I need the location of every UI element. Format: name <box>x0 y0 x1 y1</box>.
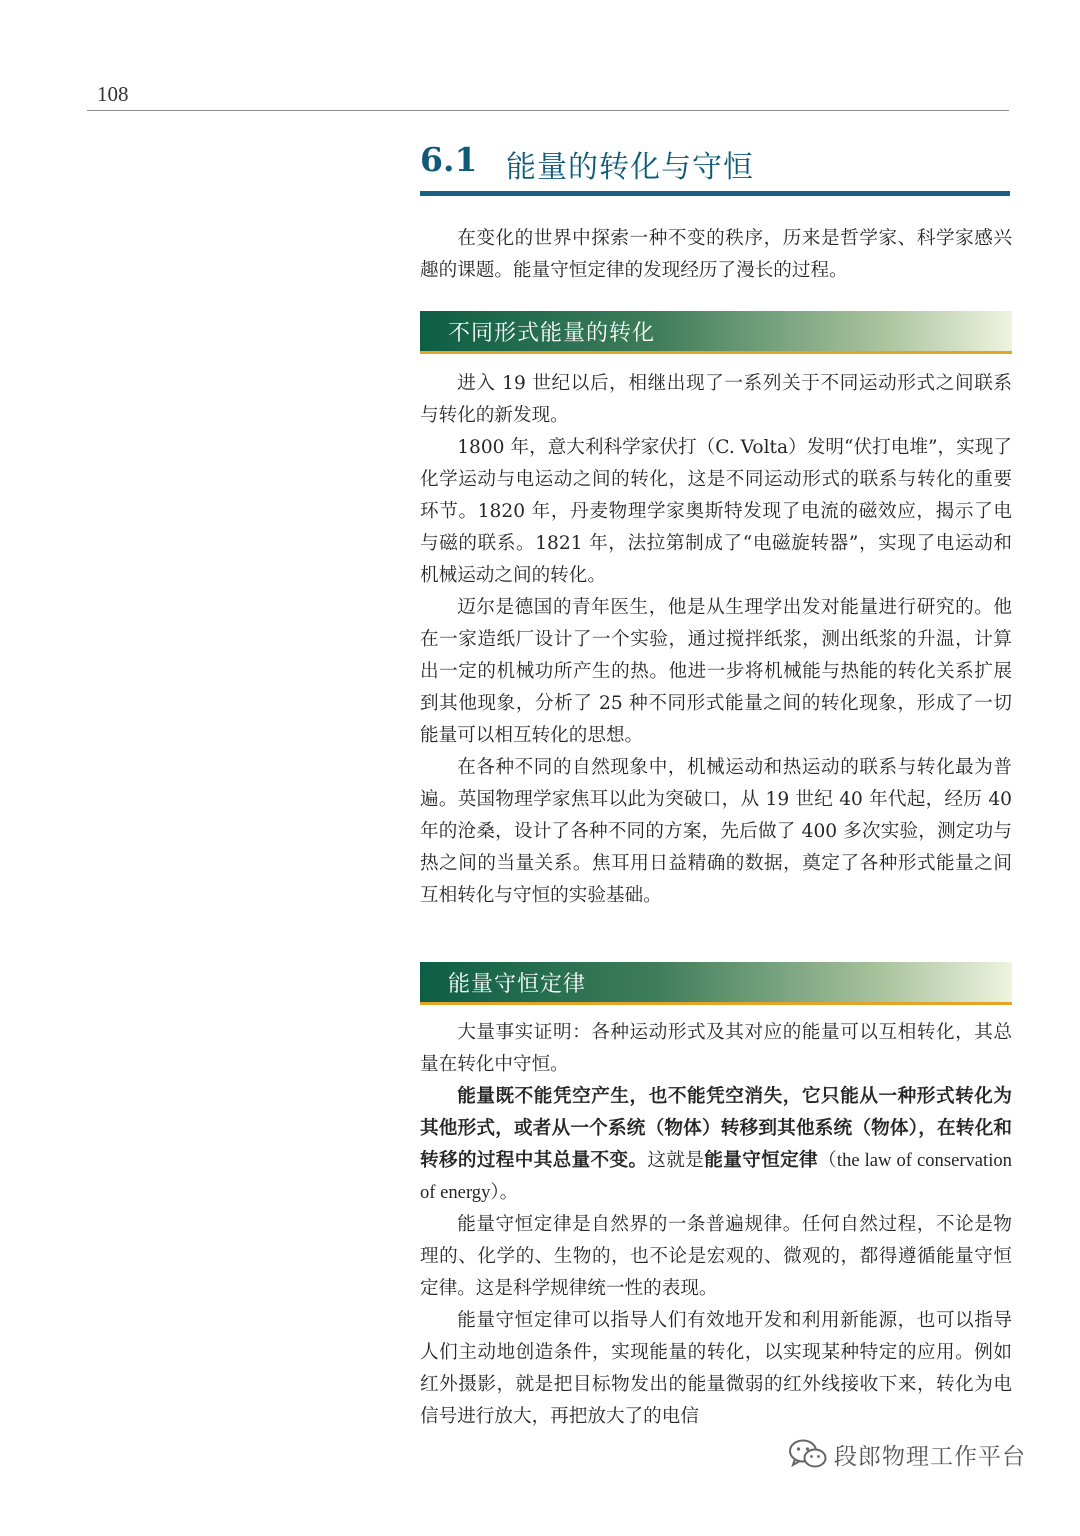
watermark <box>788 1434 1026 1474</box>
wechat-icon <box>788 1438 828 1470</box>
paragraph: 在各种不同的自然现象中，机械运动和热运动的联系与转化最为普遍。英国物理学家焦耳以此为突破口，从 19 世纪 40 年代起，经历 40 年的沧桑，设计了各种不同的方案，先后做了 400 多次实验，测定功与热之间的当量关系。焦耳用日益精确的数据，奠定了各种形式能量之间互相转化与守恒的实验基础。 <box>420 757 1012 906</box>
paragraph: 能量守恒定律可以指导人们有效地开发和利用新能源，也可以指导人们主动地创造条件，实现能量的转化，以实现某种特定的应用。例如红外摄影，就是把目标物发出的能量微弱的红外线接收下来，转化为电信号进行放大，再把放大了的电信 <box>420 1310 1012 1427</box>
subsection2-body <box>420 1017 1012 1433</box>
paragraph: 大量事实证明：各种运动形式及其对应的能量可以互相转化，其总量在转化中守恒。 <box>420 1022 1012 1075</box>
subsection-bar-conservation-law <box>420 962 1012 1005</box>
law-english-term: （the law of conservation of energy）。 <box>420 1150 1012 1203</box>
section-title: 能量的转化与守恒 <box>506 150 754 185</box>
paragraph: 1800 年，意大利科学家伏打（C. Volta）发明“伏打电堆”，实现了化学运动与电运动之间的转化，这是不同运动形式的联系与转化的重要环节。1820 年，丹麦物理学家奥斯特发现了电流的磁效应，揭示了电与磁的联系。1821 年，法拉第制成了“电磁旋转器”，实现了电运动和机械运动之间的转化。 <box>420 437 1012 586</box>
law-bold-text: 能量既不能凭空产生，也不能凭空消失，它只能从一种形式转化为其他形式，或者从一个系统（物体）转移到其他系统（物体），在转化和转移的过程中其总量不变。 <box>420 1086 1012 1171</box>
watermark-text: 段郎物理工作平台 <box>834 1443 1026 1470</box>
section-underline <box>420 191 1010 196</box>
page-number: 108 <box>97 82 129 106</box>
paragraph: 迈尔是德国的青年医生，他是从生理学出发对能量进行研究的。他在一家造纸厂设计了一个实验，通过搅拌纸浆，测出纸浆的升温，计算出一定的机械功所产生的热。他进一步将机械能与热能的转化关系扩展到其他现象，分析了 25 种不同形式能量之间的转化现象，形成了一切能量可以相互转化的思想。 <box>420 597 1012 746</box>
header-rule <box>87 110 1009 111</box>
paragraph: 能量守恒定律是自然界的一条普遍规律。任何自然过程，不论是物理的、化学的、生物的，也不论是宏观的、微观的，都得遵循能量守恒定律。这是科学规律统一性的表现。 <box>420 1214 1012 1299</box>
subsection-heading: 能量守恒定律 <box>448 972 587 997</box>
law-intro-text: 这就是 <box>647 1150 705 1171</box>
section-number: 6.1 <box>420 140 478 179</box>
paragraph: 进入 19 世纪以后，相继出现了一系列关于不同运动形式之间联系与转化的新发现。 <box>420 373 1012 426</box>
subsection-heading: 不同形式能量的转化 <box>448 321 656 346</box>
section-heading <box>420 140 1010 196</box>
law-statement <box>420 1081 1012 1209</box>
intro-paragraph: 在变化的世界中探索一种不变的秩序，历来是哲学家、科学家感兴趣的课题。能量守恒定律的发现经历了漫长的过程。 <box>420 228 1012 281</box>
law-term: 能量守恒定律 <box>704 1150 818 1171</box>
subsection-bar-energy-conversion <box>420 311 1012 354</box>
intro-paragraph-block <box>420 223 1012 287</box>
subsection1-body <box>420 368 1012 912</box>
